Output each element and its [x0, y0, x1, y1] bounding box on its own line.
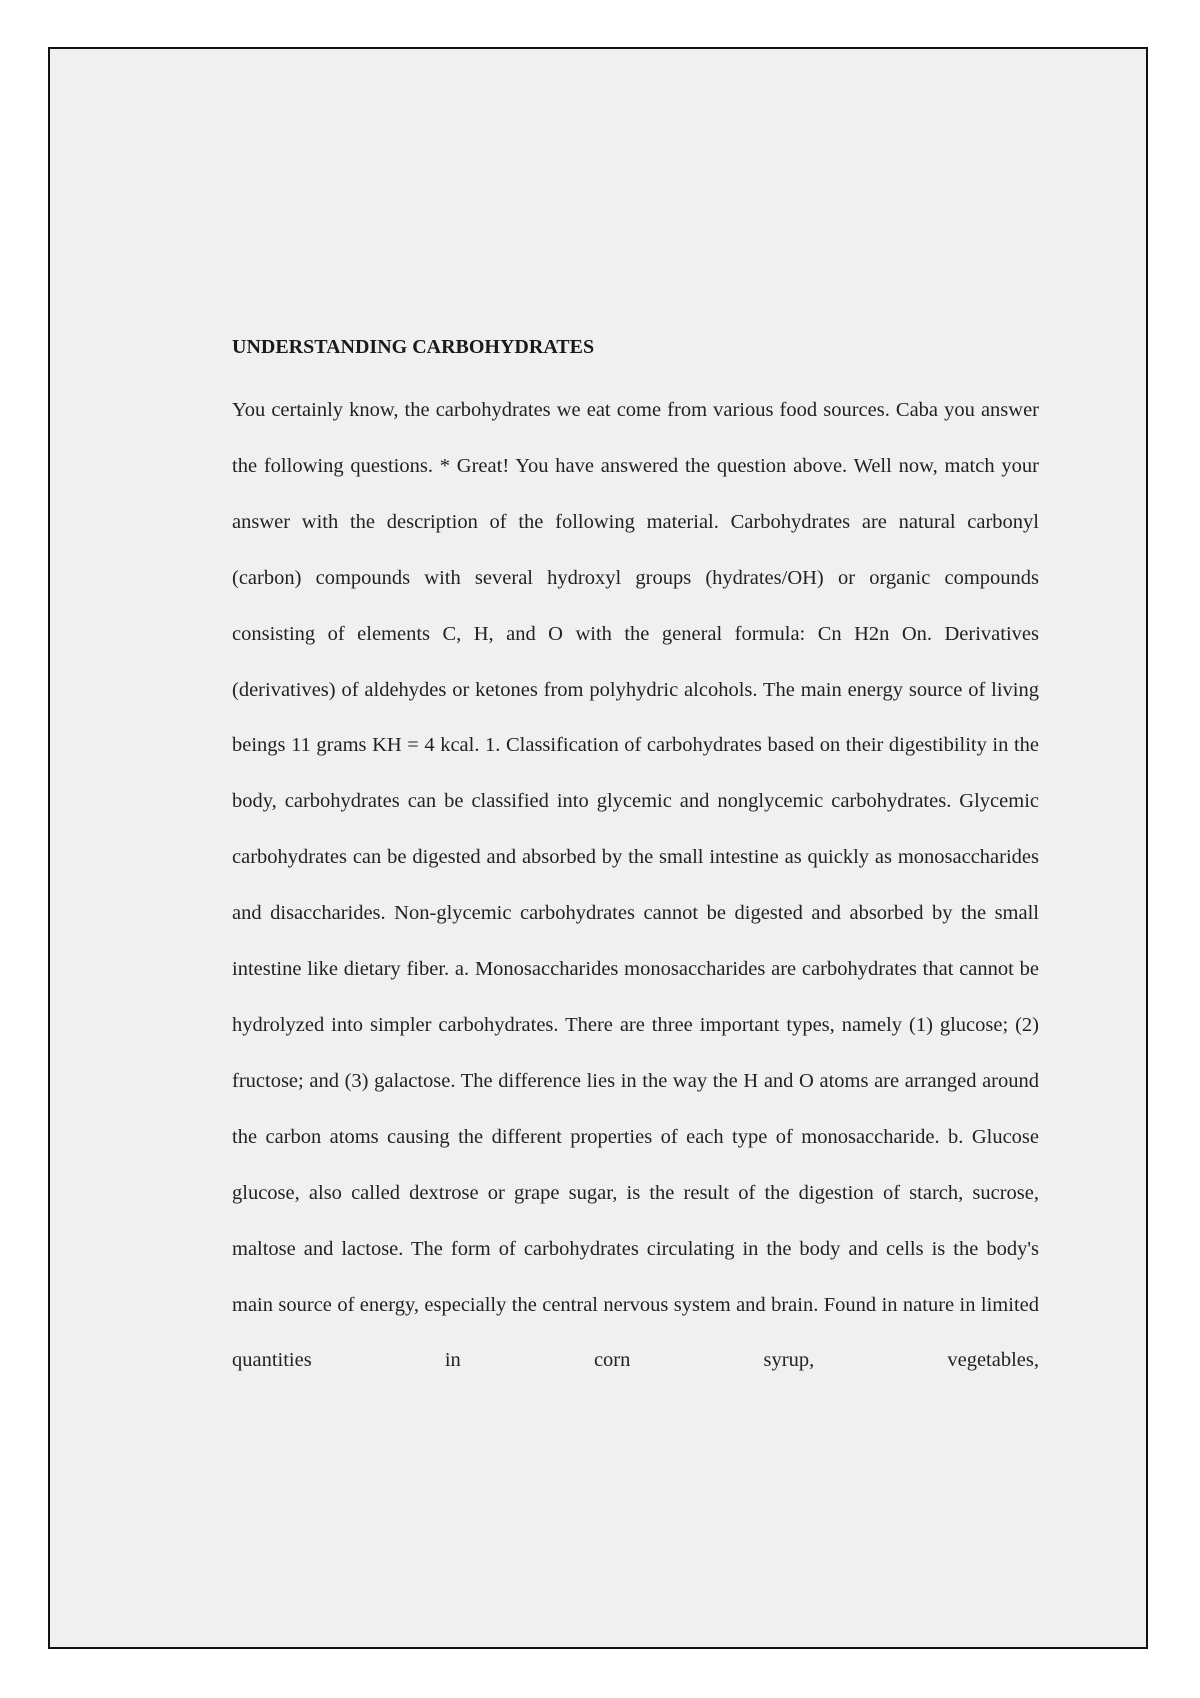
document-page [48, 47, 1148, 1649]
document-title: UNDERSTANDING CARBOHYDRATES [232, 336, 595, 358]
document-content [232, 332, 1039, 1389]
document-body: You certainly know, the carbohydrates we eat come from various food sources. Caba you answer the following questions. * Great! You have answered the question above. Well now, match your answer with the description of the following material. Carbohydrates are natural carbonyl (carbon) compounds with several hydroxyl groups (hydrates/OH) or organic compounds consisting of elements C, H, and O with the general formula: Cn H2n On. Derivatives (derivatives) of aldehydes or ketones from polyhydric alcohols. The main energy source of living beings 11 grams KH = 4 kcal. 1. Classification of carbohydrates based on their digestibility in the body, carbohydrates can be classified into glycemic and nonglycemic carbohydrates. Glycemic carbohydrates can be digested and absorbed by the small intestine as quickly as monosaccharides and disaccharides. Non-glycemic carbohydrates cannot be digested and absorbed by the small intestine like dietary fiber. a. Monosaccharides monosaccharides are carbohydrates that cannot be hydrolyzed into simpler carbohydrates. There are three important types, namely (1) glucose; (2) fructose; and (3) galactose. The difference lies in the way the H and O atoms are arranged around the carbon atoms causing the different properties of each type of monosaccharide. b. Glucose glucose, also called dextrose or grape sugar, is the result of the digestion of starch, sucrose, maltose and lactose. The form of carbohydrates circulating in the body and cells is the body's main source of energy, especially the central nervous system and brain. Found in nature in limited quantities in corn syrup, vegetables, [232, 399, 1039, 1372]
